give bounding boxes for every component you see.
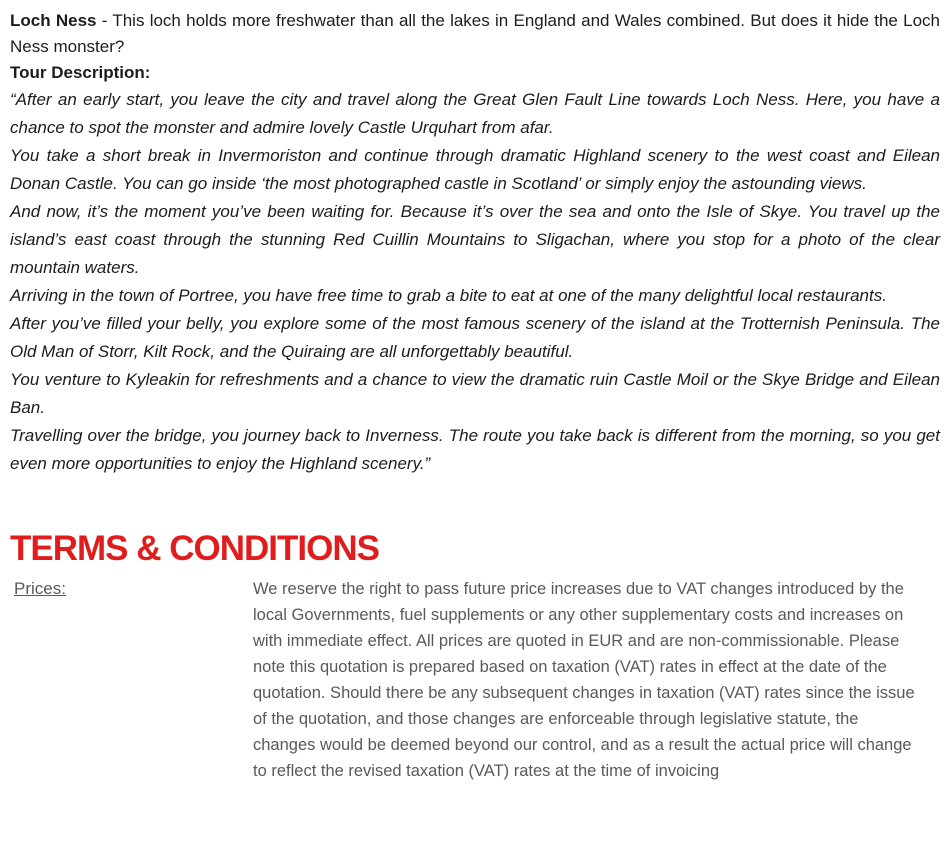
tour-paragraph: Travelling over the bridge, you journey back to Inverness. The route you take back is different from the morning, so you get even more opportunities to enjoy the Highland scenery.” — [10, 426, 940, 473]
tour-description-label: Tour Description: — [10, 63, 151, 82]
tour-paragraph: “After an early start, you leave the city and travel along the Great Glen Fault Line towards Loch Ness. Here, you have a chance to spot the monster and admire lovely Castle Urquhart from afar. — [10, 90, 940, 137]
loch-ness-description: - This loch holds more freshwater than all the lakes in England and Wales combined. But does it hide the Loch Ness monster? — [10, 11, 940, 56]
terms-and-conditions-heading: TERMS & CONDITIONS — [10, 529, 379, 568]
loch-ness-title: Loch Ness — [10, 11, 97, 30]
prices-label — [10, 576, 253, 602]
intro-paragraph — [10, 8, 940, 60]
tour-paragraph: And now, it’s the moment you’ve been waiting for. Because it’s over the sea and onto the Isle of Skye. You travel up the island’s east coast through the stunning Red Cuillin Mountains to Sligachan, where you stop for a photo of the clear mountain waters. — [10, 202, 940, 277]
tour-paragraph: You venture to Kyleakin for refreshments and a chance to view the dramatic ruin Castle Moil or the Skye Bridge and Eilean Ban. — [10, 370, 940, 417]
tour-description-text — [10, 86, 940, 478]
tour-paragraph: Arriving in the town of Portree, you have free time to grab a bite to eat at one of the many delightful local restaurants. — [10, 286, 887, 305]
tour-paragraph: After you’ve filled your belly, you explore some of the most famous scenery of the island at the Trotternish Peninsula. The Old Man of Storr, Kilt Rock, and the Quiraing are all unforgettably beautiful. — [10, 314, 940, 361]
prices-clause-text: We reserve the right to pass future price increases due to VAT changes introduced by the local Governments, fuel supplements or any other supplementary costs and increases on with immediate effect. All prices are quoted in EUR and are non-commissionable. Please note this quotation is prepared based on taxation (VAT) rates in effect at the date of the quotation. Should there be any subsequent changes in taxation (VAT) rates since the issue of the quotation, and those changes are enforceable through legislative statute, the changes would be deemed beyond our control, and as a result the actual price will change to reflect the revised taxation (VAT) rates at the time of invoicing — [253, 580, 915, 780]
terms-prices-row — [10, 576, 940, 784]
tour-paragraph: You take a short break in Invermoriston and continue through dramatic Highland scenery to the west coast and Eilean Donan Castle. You can go inside ‘the most photographed castle in Scotland’ or simply enjoy the astounding views. — [10, 146, 940, 193]
prices-label-text: Prices: — [14, 579, 66, 598]
